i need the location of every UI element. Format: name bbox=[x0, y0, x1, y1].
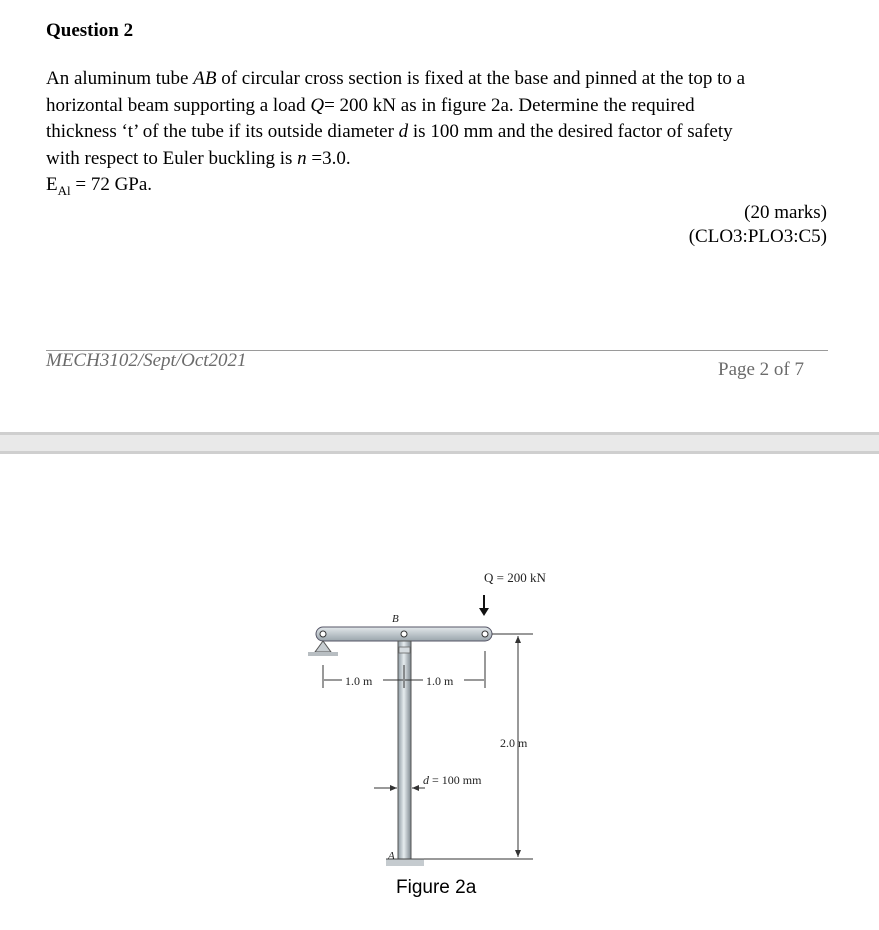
marks-text: (20 marks) bbox=[744, 202, 827, 223]
dim-left-label: 1.0 m bbox=[345, 674, 373, 688]
point-b-label: B bbox=[392, 613, 399, 625]
figure-caption: Figure 2a bbox=[396, 877, 477, 898]
point-a-label: A bbox=[388, 850, 395, 862]
load-label: Q = 200 kN bbox=[484, 570, 546, 585]
figure-2a bbox=[0, 455, 879, 930]
modulus-line: $E_{Al} = 72$ GPa. bbox=[46, 174, 153, 198]
footer-page-number: Page 2 of 7 bbox=[718, 359, 805, 380]
dim-right-label: 1.0 m bbox=[426, 674, 454, 688]
marks-block bbox=[689, 201, 827, 249]
clo-text: (CLO3:PLO3:C5) bbox=[688, 226, 827, 247]
dim-height-label: 2.0 m bbox=[500, 736, 528, 750]
load-arrow-icon bbox=[479, 595, 489, 616]
question-body bbox=[46, 66, 836, 204]
question-line-4: with respect to Euler buckling is n =3.0. bbox=[46, 147, 351, 169]
question-heading: Question 2 bbox=[46, 20, 134, 41]
horizontal-beam bbox=[316, 627, 492, 641]
structure-diagram bbox=[0, 455, 879, 915]
page-separator bbox=[0, 432, 879, 454]
question-line-2: horizontal beam supporting a load Q= 200 kN as in figure 2a. Determine the required bbox=[46, 94, 695, 116]
footer-course: MECH3102/Sept/Oct2021 bbox=[46, 350, 247, 371]
pin-support-icon bbox=[308, 641, 338, 656]
document-page bbox=[0, 0, 879, 432]
dim-diameter-label: d = 100 mm bbox=[423, 773, 482, 787]
question-line-1: An aluminum tube AB of circular cross section is fixed at the base and pinned at the top to a bbox=[46, 68, 746, 89]
question-line-3: thickness ‘t’ of the tube if its outside diameter d is 100 mm and the desired factor of safety bbox=[46, 121, 733, 142]
